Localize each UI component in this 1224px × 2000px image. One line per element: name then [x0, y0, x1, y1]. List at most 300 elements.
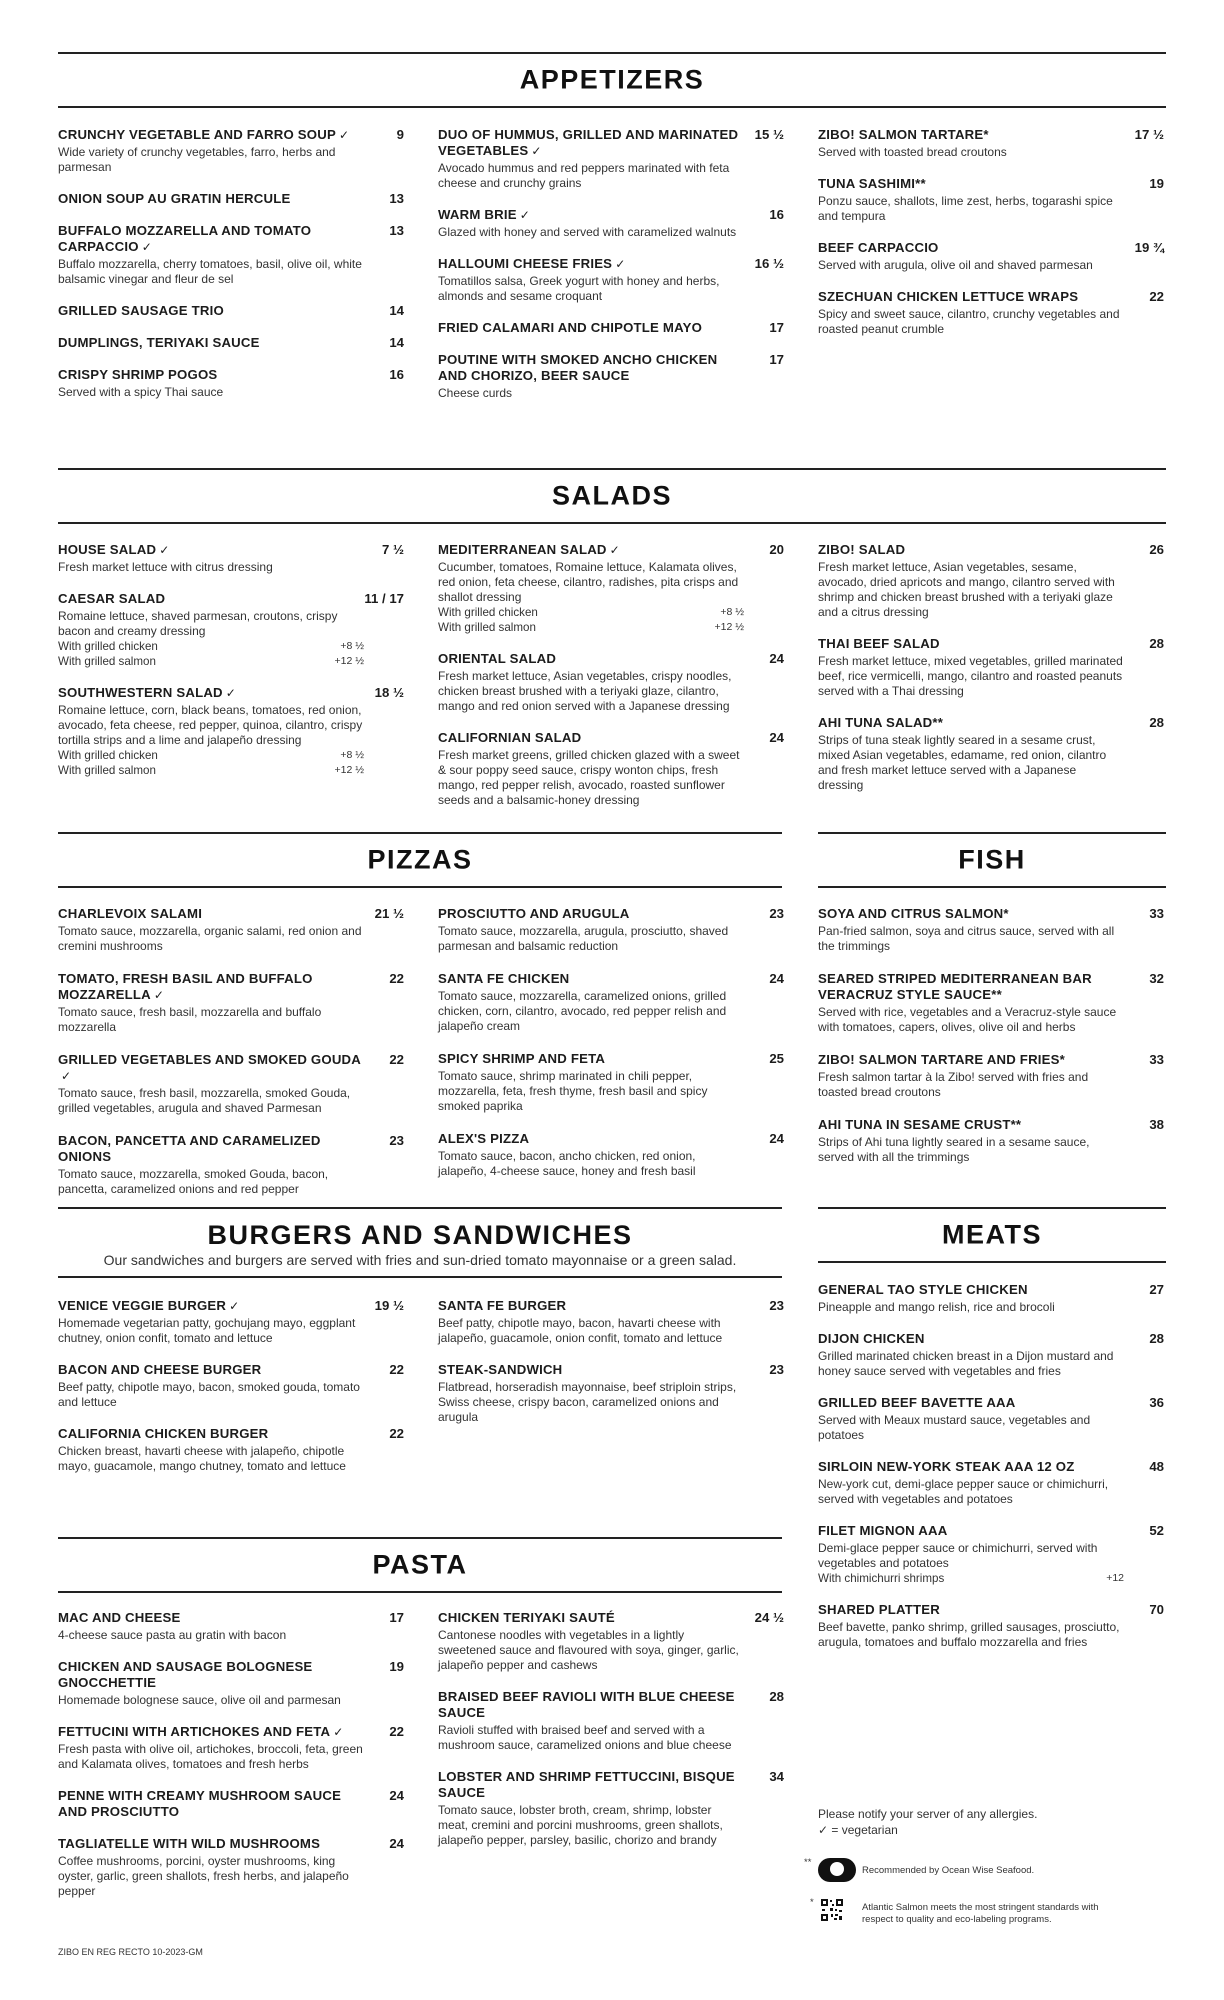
item-price: 22 — [389, 971, 404, 986]
item-price: 24 — [769, 971, 784, 986]
salads-column-1 — [58, 542, 404, 794]
item-name-text: ZIBO! SALMON TARTARE AND FRIES* — [818, 1052, 1065, 1067]
item-name — [58, 1362, 364, 1378]
item-description: Fresh pasta with olive oil, artichokes, broccoli, feta, green and Kalamata olives, tomatoes and fresh herbs — [58, 1742, 363, 1771]
item-description: Flatbread, horseradish mayonnaise, beef striploin strips, Swiss cheese, crispy bacon, caramelized onions and arugula — [438, 1380, 737, 1424]
item-description: Glazed with honey and served with caramelized walnuts — [438, 225, 737, 239]
pizzas-header — [58, 832, 782, 888]
addon-label: With grilled salmon — [58, 655, 156, 668]
item-price: 13 — [389, 223, 404, 238]
item-addon — [58, 639, 364, 654]
item-name — [58, 906, 364, 922]
item-name-text: TAGLIATELLE WITH WILD MUSHROOMS — [58, 1836, 321, 1851]
item-name-text: BUFFALO MOZZARELLA AND TOMATO CARPACCIO — [58, 223, 312, 254]
item-name-text: FETTUCINI WITH ARTICHOKES AND FETA — [58, 1724, 331, 1739]
pasta-column-1 — [58, 1610, 404, 1915]
item-name — [438, 256, 744, 272]
vegetarian-check-icon: ✓ — [609, 543, 620, 557]
menu-item-general-tao-style-chicken — [818, 1282, 1164, 1315]
item-description: Beef patty, chipotle mayo, bacon, havarti cheese with jalapeño, guacamole, onion confit, tomato and lettuce — [438, 1316, 723, 1345]
salads-column-2 — [438, 542, 784, 824]
item-description: Romaine lettuce, shaved parmesan, croutons, crispy bacon and creamy dressing — [58, 609, 338, 638]
item-name — [58, 1426, 364, 1442]
item-price: 25 — [769, 1051, 784, 1066]
item-name — [58, 971, 364, 1003]
qr-code-icon — [820, 1898, 844, 1922]
menu-item-venice-veggie-burger — [58, 1298, 404, 1346]
item-name-text: POUTINE WITH SMOKED ANCHO CHICKEN AND CHORIZO, BEER SAUCE — [438, 352, 718, 383]
veg-legend-text: = vegetarian — [831, 1823, 898, 1837]
addon-label: With chimichurri shrimps — [818, 1572, 945, 1585]
item-price: 24 — [389, 1788, 404, 1803]
item-name — [818, 542, 1124, 558]
burgers-column-1 — [58, 1298, 404, 1490]
menu-item-grilled-vegetables-and-smoked-gouda — [58, 1052, 404, 1116]
item-price: 17 — [769, 352, 784, 367]
item-name-text: BACON, PANCETTA AND CARAMELIZED ONIONS — [58, 1133, 321, 1164]
item-price: 18 ½ — [374, 685, 404, 700]
item-name — [818, 1331, 1124, 1347]
item-name-text: SANTA FE BURGER — [438, 1298, 567, 1313]
item-price: 16 ½ — [754, 256, 784, 271]
item-price: 19 — [1149, 176, 1164, 191]
item-price: 36 — [1149, 1395, 1164, 1410]
item-description: Fresh market lettuce, Asian vegetables, crispy noodles, chicken breast brushed with a teriyaki glaze, cilantro, mango and red onion served with a Japanese dressing — [438, 669, 732, 713]
item-description: Wide variety of crunchy vegetables, farro, herbs and parmesan — [58, 145, 336, 174]
item-name — [438, 971, 744, 987]
item-name-text: CRUNCHY VEGETABLE AND FARRO SOUP — [58, 127, 336, 142]
item-name — [438, 1131, 744, 1147]
item-description: Romaine lettuce, corn, black beans, tomatoes, red onion, avocado, feta cheese, red pepper, quinoa, cilantro, crispy tortilla strips and a lime and jalapeño dressing — [58, 703, 363, 747]
allergy-note: Please notify your server of any allergies. — [818, 1807, 1038, 1821]
item-description: Tomato sauce, shrimp marinated in chili pepper, mozzarella, feta, fresh thyme, fresh basil and spicy smoked paprika — [438, 1069, 708, 1113]
item-name — [58, 542, 364, 558]
addon-price: +12 — [1106, 1572, 1124, 1584]
vegetarian-check-icon: ✓ — [159, 543, 170, 557]
item-price: 23 — [769, 906, 784, 921]
item-name-text: DUO OF HUMMUS, GRILLED AND MARINATED VEGETABLES — [438, 127, 739, 158]
item-description: Fresh salmon tartar à la Zibo! served with fries and toasted bread croutons — [818, 1070, 1089, 1099]
item-name-text: SEARED STRIPED MEDITERRANEAN BAR VERACRUZ STYLE SAUCE** — [818, 971, 1092, 1002]
item-name — [818, 1395, 1124, 1411]
item-price: 22 — [389, 1724, 404, 1739]
item-addon — [818, 1571, 1124, 1586]
item-name — [438, 542, 744, 558]
item-description: Tomato sauce, mozzarella, arugula, prosciutto, shaved parmesan and balsamic reduction — [438, 924, 729, 953]
item-name — [818, 1282, 1124, 1298]
item-name-text: CHICKEN TERIYAKI SAUTÉ — [438, 1610, 615, 1625]
item-price: 27 — [1149, 1282, 1164, 1297]
item-name — [58, 367, 364, 383]
menu-item-spicy-shrimp-and-feta — [438, 1051, 784, 1114]
item-description: Homemade bolognese sauce, olive oil and parmesan — [58, 1693, 341, 1707]
item-name — [58, 1659, 364, 1691]
item-description: Served with Meaux mustard sauce, vegetables and potatoes — [818, 1413, 1091, 1442]
item-name-text: BRAISED BEEF RAVIOLI WITH BLUE CHEESE SAUCE — [438, 1689, 735, 1720]
salads-column-3 — [818, 542, 1164, 809]
item-price: 24 — [389, 1836, 404, 1851]
menu-item-grilled-sausage-trio — [58, 303, 404, 319]
menu-item-chicken-and-sausage-bolognese-gnocchettie — [58, 1659, 404, 1708]
pasta-column-2 — [438, 1610, 784, 1864]
addon-price: +8 ½ — [340, 640, 364, 652]
item-price: 14 — [389, 303, 404, 318]
ocean-wise-mark: ** — [804, 1857, 812, 1868]
item-name — [818, 1523, 1124, 1539]
menu-item-grilled-beef-bavette-aaa — [818, 1395, 1164, 1443]
item-name-text: GRILLED BEEF BAVETTE AAA — [818, 1395, 1016, 1410]
menu-item-warm-brie — [438, 207, 784, 240]
item-description: Fresh market lettuce with citrus dressing — [58, 560, 273, 574]
item-name — [438, 352, 744, 384]
menu-item-thai-beef-salad — [818, 636, 1164, 699]
item-name — [818, 1052, 1124, 1068]
item-name-text: LOBSTER AND SHRIMP FETTUCCINI, BISQUE SAUCE — [438, 1769, 735, 1800]
item-addon — [438, 605, 744, 620]
menu-item-prosciutto-and-arugula — [438, 906, 784, 954]
fish-title: FISH — [958, 844, 1026, 875]
item-name — [818, 715, 1124, 731]
menu-item-soya-and-citrus-salmon — [818, 906, 1164, 954]
item-name-text: AHI TUNA SALAD** — [818, 715, 944, 730]
item-name-text: SPICY SHRIMP AND FETA — [438, 1051, 606, 1066]
item-description: Tomato sauce, mozzarella, caramelized onions, grilled chicken, corn, cilantro, avocado, red pepper relish and jalapeño cream — [438, 989, 727, 1033]
item-name — [818, 906, 1124, 922]
vegetarian-check-icon: ✓ — [519, 208, 530, 222]
menu-item-bacon-pancetta-and-caramelized-onions — [58, 1133, 404, 1197]
item-price: 21 ½ — [374, 906, 404, 921]
item-price: 23 — [769, 1362, 784, 1377]
item-name — [58, 1788, 364, 1820]
menu-item-sirloin-new-york-steak-aaa-12-oz — [818, 1459, 1164, 1507]
item-name — [818, 176, 1124, 192]
item-name-text: SOYA AND CITRUS SALMON* — [818, 906, 1009, 921]
item-price: 16 — [389, 367, 404, 382]
item-price: 24 ½ — [754, 1610, 784, 1625]
item-description: Tomato sauce, lobster broth, cream, shrimp, lobster meat, cremini and porcini mushrooms, green shallots, jalapeño pepper, parsley, basilic, chorizo and brandy — [438, 1803, 723, 1847]
item-name — [58, 1133, 364, 1165]
menu-item-zibo-salmon-tartare — [818, 127, 1164, 160]
item-description: Ravioli stuffed with braised beef and served with a mushroom sauce, caramelized onions and blue cheese — [438, 1723, 732, 1752]
burgers-column-2 — [438, 1298, 784, 1441]
menu-item-mac-and-cheese — [58, 1610, 404, 1643]
menu-item-onion-soup-au-gratin-hercule — [58, 191, 404, 207]
vegetarian-check-icon: ✓ — [333, 1725, 344, 1739]
menu-item-house-salad — [58, 542, 404, 575]
item-price: 48 — [1149, 1459, 1164, 1474]
item-name — [58, 127, 364, 143]
item-description: Fresh market lettuce, Asian vegetables, sesame, avocado, dried apricots and mango, cilantro served with shrimp and chicken breast brushed with a teriyaki glaze and a citrus dressing — [818, 560, 1115, 619]
item-name — [58, 223, 364, 255]
item-description: Pan-fried salmon, soya and citrus sauce, served with all the trimmings — [818, 924, 1115, 953]
item-name — [438, 1362, 744, 1378]
item-name-text: CRISPY SHRIMP POGOS — [58, 367, 218, 382]
item-description: Beef patty, chipotle mayo, bacon, smoked gouda, tomato and lettuce — [58, 1380, 360, 1409]
item-name-text: SZECHUAN CHICKEN LETTUCE WRAPS — [818, 289, 1079, 304]
menu-item-bacon-and-cheese-burger — [58, 1362, 404, 1410]
item-name — [58, 303, 364, 319]
addon-label: With grilled salmon — [58, 764, 156, 777]
menu-item-tagliatelle-with-wild-mushrooms — [58, 1836, 404, 1899]
ocean-wise-note: Recommended by Ocean Wise Seafood. — [862, 1865, 1035, 1876]
item-name-text: BEEF CARPACCIO — [818, 240, 939, 255]
item-name-text: THAI BEEF SALAD — [818, 636, 940, 651]
burgers-title: BURGERS AND SANDWICHES — [207, 1220, 633, 1250]
item-name — [58, 591, 364, 607]
item-price: 16 — [769, 207, 784, 222]
item-name — [58, 191, 364, 207]
menu-item-penne-with-creamy-mushroom-sauce-and-prosciutto — [58, 1788, 404, 1820]
item-name-text: GRILLED SAUSAGE TRIO — [58, 303, 224, 318]
item-price: 33 — [1149, 906, 1164, 921]
menu-item-tomato-fresh-basil-and-buffalo-mozzarella — [58, 971, 404, 1035]
fish-header — [818, 832, 1166, 888]
item-description: Tomatillos salsa, Greek yogurt with honey and herbs, almonds and sesame croquant — [438, 274, 720, 303]
item-description: Tomato sauce, bacon, ancho chicken, red onion, jalapeño, 4-cheese sauce, honey and fresh basil — [438, 1149, 696, 1178]
menu-item-szechuan-chicken-lettuce-wraps — [818, 289, 1164, 337]
item-name — [438, 1051, 744, 1067]
pasta-header — [58, 1537, 782, 1593]
menu-item-beef-carpaccio — [818, 240, 1164, 273]
item-name-text: FRIED CALAMARI AND CHIPOTLE MAYO — [438, 320, 703, 335]
menu-item-seared-striped-mediterranean-bar-veracruz-style-sauce — [818, 971, 1164, 1035]
item-name-text: GENERAL TAO STYLE CHICKEN — [818, 1282, 1028, 1297]
pasta-title: PASTA — [372, 1549, 468, 1580]
menu-item-duo-of-hummus-grilled-and-marinated-vegetables — [438, 127, 784, 191]
menu-item-oriental-salad — [438, 651, 784, 714]
item-description: Tomato sauce, mozzarella, smoked Gouda, bacon, pancetta, caramelized onions and red pepper — [58, 1167, 329, 1196]
item-description: Strips of Ahi tuna lightly seared in a sesame sauce, served with all the trimmings — [818, 1135, 1090, 1164]
item-description: Cucumber, tomatoes, Romaine lettuce, Kalamata olives, red onion, feta cheese, cilantro, radishes, pita crisps and shallot dressing — [438, 560, 739, 604]
item-name — [438, 651, 744, 667]
item-price: 22 — [389, 1362, 404, 1377]
menu-item-santa-fe-chicken — [438, 971, 784, 1034]
vegetarian-check-icon: ✓ — [225, 686, 237, 700]
item-addon — [438, 620, 744, 635]
item-name-text: ALEX'S PIZZA — [438, 1131, 530, 1146]
meats-title: MEATS — [942, 1219, 1042, 1250]
item-name — [58, 1836, 364, 1852]
item-name — [438, 730, 744, 746]
veg-legend-icon: ✓ — [818, 1823, 829, 1837]
item-name — [818, 636, 1124, 652]
menu-item-poutine-with-smoked-ancho-chicken-and-chorizo-beer-sauce — [438, 352, 784, 401]
menu-item-fried-calamari-and-chipotle-mayo — [438, 320, 784, 336]
addon-label: With grilled chicken — [438, 606, 538, 619]
item-price: 23 — [769, 1298, 784, 1313]
pizzas-column-1 — [58, 906, 404, 1214]
item-description: Ponzu sauce, shallots, lime zest, herbs, togarashi spice and tempura — [818, 194, 1113, 223]
item-price: 23 — [389, 1133, 404, 1148]
item-name — [58, 335, 364, 351]
item-name — [438, 127, 744, 159]
item-name-text: WARM BRIE — [438, 207, 517, 222]
item-name — [58, 1724, 364, 1740]
item-name-text: ORIENTAL SALAD — [438, 651, 557, 666]
appetizers-header — [58, 52, 1166, 108]
item-description: Cantonese noodles with vegetables in a lightly sweetened sauce and flavoured with soya, ginger, garlic, jalapeño pepper and cashews — [438, 1628, 739, 1672]
item-name-text: SHARED PLATTER — [818, 1602, 940, 1617]
menu-item-halloumi-cheese-fries — [438, 256, 784, 304]
meats-column — [818, 1282, 1164, 1666]
menu-item-californian-salad — [438, 730, 784, 808]
item-name-text: CHARLEVOIX SALAMI — [58, 906, 203, 921]
addon-price: +12 ½ — [334, 655, 364, 667]
pizzas-column-2 — [438, 906, 784, 1196]
item-description: Served with a spicy Thai sauce — [58, 385, 224, 399]
item-name-text: SOUTHWESTERN SALAD — [58, 685, 223, 700]
item-name — [818, 127, 1124, 143]
item-name — [438, 906, 744, 922]
addon-price: +12 ½ — [714, 621, 744, 633]
item-name-text: ZIBO! SALAD — [818, 542, 906, 557]
vegetarian-check-icon: ✓ — [531, 144, 542, 158]
item-name-text: CAESAR SALAD — [58, 591, 166, 606]
item-name — [58, 685, 364, 701]
item-description: Pineapple and mango relish, rice and brocoli — [818, 1300, 1055, 1314]
vegetarian-check-icon: ✓ — [338, 128, 350, 142]
veg-legend — [818, 1822, 1164, 1838]
item-name — [58, 1610, 364, 1626]
item-price: 28 — [1149, 1331, 1164, 1346]
vegetarian-check-icon: ✓ — [153, 988, 165, 1002]
item-price: 19 ½ — [374, 1298, 404, 1313]
item-price: 33 — [1149, 1052, 1164, 1067]
item-name — [438, 1298, 744, 1314]
item-description: Avocado hummus and red peppers marinated with feta cheese and crunchy grains — [438, 161, 730, 190]
item-price: 28 — [1149, 636, 1164, 651]
item-description: Cheese curds — [438, 386, 513, 400]
menu-item-zibo-salad — [818, 542, 1164, 620]
item-name-text: AHI TUNA IN SESAME CRUST** — [818, 1117, 1022, 1132]
salmon-note: Atlantic Salmon meets the most stringent standards with respect to quality and eco-labeling programs. — [862, 1902, 1099, 1925]
ocean-wise-logo-icon — [818, 1858, 856, 1882]
menu-item-charlevoix-salami — [58, 906, 404, 954]
menu-item-mediterranean-salad — [438, 542, 784, 635]
menu-item-fettucini-with-artichokes-and-feta — [58, 1724, 404, 1772]
item-name-text: HALLOUMI CHEESE FRIES — [438, 256, 613, 271]
item-name-text: HOUSE SALAD — [58, 542, 157, 557]
item-name-text: STEAK-SANDWICH — [438, 1362, 563, 1377]
vegetarian-check-icon: ✓ — [141, 240, 152, 254]
item-price: 34 — [769, 1769, 784, 1784]
item-name — [438, 320, 744, 336]
item-addon — [58, 654, 364, 669]
item-name — [58, 1052, 364, 1084]
item-name — [818, 1459, 1124, 1475]
item-description: Tomato sauce, fresh basil, mozzarella and buffalo mozzarella — [58, 1005, 322, 1034]
item-price: 17 ½ — [1134, 127, 1164, 142]
item-name — [818, 971, 1124, 1003]
addon-label: With grilled salmon — [438, 621, 536, 634]
item-description: Grilled marinated chicken breast in a Dijon mustard and honey sauce served with vegetables and fries — [818, 1349, 1114, 1378]
addon-price: +8 ½ — [720, 606, 744, 618]
item-price: 7 ½ — [382, 542, 404, 557]
item-name-text: CALIFORNIA CHICKEN BURGER — [58, 1426, 269, 1441]
menu-item-tuna-sashimi — [818, 176, 1164, 224]
item-description: Demi-glace pepper sauce or chimichurri, served with vegetables and potatoes — [818, 1541, 1098, 1570]
item-name — [438, 1689, 744, 1721]
appetizers-title: APPETIZERS — [519, 64, 705, 95]
item-name — [818, 1117, 1124, 1133]
addon-price: +12 ½ — [334, 764, 364, 776]
menu-item-crispy-shrimp-pogos — [58, 367, 404, 400]
item-name-text: SIRLOIN NEW-YORK STEAK AAA 12 OZ — [818, 1459, 1075, 1474]
item-name-text: DIJON CHICKEN — [818, 1331, 925, 1346]
menu-item-ahi-tuna-salad — [818, 715, 1164, 793]
fish-column — [818, 906, 1164, 1182]
menu-item-caesar-salad — [58, 591, 404, 669]
item-description: 4-cheese sauce pasta au gratin with bacon — [58, 1628, 287, 1642]
item-name — [818, 240, 1124, 256]
appetizers-column-3 — [818, 127, 1164, 353]
item-name-text: MAC AND CHEESE — [58, 1610, 181, 1625]
vegetarian-check-icon: ✓ — [615, 257, 626, 271]
item-description: Served with toasted bread croutons — [818, 145, 1007, 159]
menu-item-zibo-salmon-tartare-and-fries — [818, 1052, 1164, 1100]
item-description: Coffee mushrooms, porcini, oyster mushrooms, king oyster, garlic, green shallots, fresh herbs, and jalapeño pepper — [58, 1854, 349, 1898]
item-name-text: ONION SOUP AU GRATIN HERCULE — [58, 191, 291, 206]
item-price: 24 — [769, 1131, 784, 1146]
item-price: 52 — [1149, 1523, 1164, 1538]
salads-title: SALADS — [551, 480, 672, 511]
item-price: 70 — [1149, 1602, 1164, 1617]
item-price: 22 — [389, 1052, 404, 1067]
item-description: Fresh market lettuce, mixed vegetables, grilled marinated beef, rice vermicelli, mango, cilantro and roasted peanuts served with a Thai dressing — [818, 654, 1123, 698]
item-name — [438, 1610, 744, 1626]
item-name — [58, 1298, 364, 1314]
item-addon — [58, 763, 364, 778]
item-description: Homemade vegetarian patty, gochujang mayo, eggplant chutney, onion confit, tomato and lettuce — [58, 1316, 356, 1345]
item-price: 17 — [769, 320, 784, 335]
menu-item-dijon-chicken — [818, 1331, 1164, 1379]
item-name — [438, 207, 744, 223]
item-price: 38 — [1149, 1117, 1164, 1132]
burgers-header — [58, 1207, 782, 1209]
appetizers-column-2 — [438, 127, 784, 417]
salmon-mark: * — [810, 1897, 814, 1908]
pizzas-title: PIZZAS — [367, 844, 473, 875]
addon-label: With grilled chicken — [58, 640, 158, 653]
item-price: 26 — [1149, 542, 1164, 557]
menu-item-shared-platter — [818, 1602, 1164, 1650]
item-name-text: CHICKEN AND SAUSAGE BOLOGNESE GNOCCHETTIE — [58, 1659, 313, 1690]
salads-header — [58, 468, 1166, 524]
addon-label: With grilled chicken — [58, 749, 158, 762]
menu-item-lobster-and-shrimp-fettuccini-bisque-sauce — [438, 1769, 784, 1848]
item-name-text: BACON AND CHEESE BURGER — [58, 1362, 262, 1377]
menu-item-crunchy-vegetable-and-farro-soup — [58, 127, 404, 175]
item-description: Served with rice, vegetables and a Veracruz-style sauce with tomatoes, capers, olives, olive oil and herbs — [818, 1005, 1117, 1034]
item-price: 15 ½ — [754, 127, 784, 142]
menu-item-southwestern-salad — [58, 685, 404, 778]
item-price: 32 — [1149, 971, 1164, 986]
item-name-text: VENICE VEGGIE BURGER — [58, 1298, 227, 1313]
item-name-text: CALIFORNIAN SALAD — [438, 730, 582, 745]
addon-price: +8 ½ — [340, 749, 364, 761]
item-price: 9 — [396, 127, 404, 142]
item-description: Spicy and sweet sauce, cilantro, crunchy vegetables and roasted peanut crumble — [818, 307, 1120, 336]
item-description: Chicken breast, havarti cheese with jalapeño, chipotle mayo, guacamole, mango chutney, tomato and lettuce — [58, 1444, 346, 1473]
item-name-text: FILET MIGNON AAA — [818, 1523, 948, 1538]
item-price: 24 — [769, 651, 784, 666]
item-name — [818, 289, 1124, 305]
vegetarian-check-icon: ✓ — [229, 1299, 240, 1313]
item-name-text: MEDITERRANEAN SALAD — [438, 542, 607, 557]
item-price: 24 — [769, 730, 784, 745]
item-name-text: DUMPLINGS, TERIYAKI SAUCE — [58, 335, 260, 350]
item-name-text: PROSCIUTTO AND ARUGULA — [438, 906, 630, 921]
